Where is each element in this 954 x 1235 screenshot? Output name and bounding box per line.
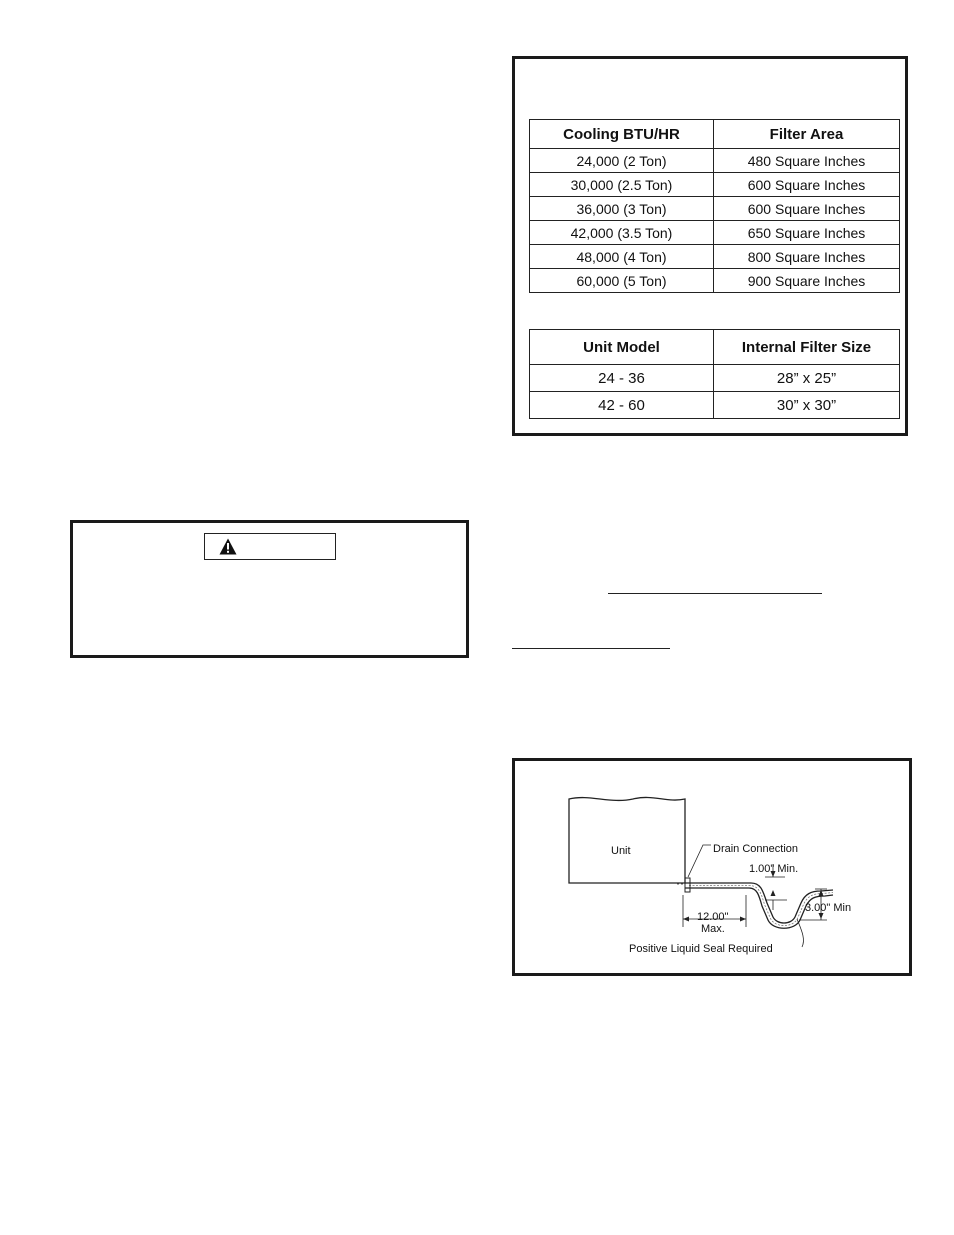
filter-table-panel bbox=[512, 56, 908, 436]
min-3-label: 3.00" Min bbox=[805, 902, 852, 914]
table-cell: 600 Square Inches bbox=[714, 197, 900, 221]
table-row bbox=[530, 365, 900, 392]
table-cell: 30,000 (2.5 Ton) bbox=[530, 173, 714, 197]
unit-label: Unit bbox=[611, 845, 631, 857]
table-cell: 800 Square Inches bbox=[714, 245, 900, 269]
drain-trap-diagram bbox=[512, 758, 912, 976]
min-1-label: 1.00" Min. bbox=[749, 863, 799, 875]
column-header: Internal Filter Size bbox=[714, 330, 900, 365]
table-cell: 60,000 (5 Ton) bbox=[530, 269, 714, 293]
table-row bbox=[530, 269, 900, 293]
warning-label bbox=[204, 533, 336, 560]
table-row bbox=[530, 173, 900, 197]
seal-label: Positive Liquid Seal Required bbox=[629, 943, 773, 955]
table-cell: 36,000 (3 Ton) bbox=[530, 197, 714, 221]
table-header-row bbox=[530, 120, 900, 149]
max-12-label: 12.00" bbox=[697, 911, 729, 923]
column-header: Filter Area bbox=[714, 120, 900, 149]
table-cell: 600 Square Inches bbox=[714, 173, 900, 197]
table-cell: 42 - 60 bbox=[530, 392, 714, 419]
table-row bbox=[530, 245, 900, 269]
filter-area-table bbox=[529, 119, 900, 293]
table-cell: 480 Square Inches bbox=[714, 149, 900, 173]
table-cell: 28” x 25” bbox=[714, 365, 900, 392]
internal-filter-size-table bbox=[529, 329, 900, 419]
table-cell: 24,000 (2 Ton) bbox=[530, 149, 714, 173]
table-cell: 48,000 (4 Ton) bbox=[530, 245, 714, 269]
warning-box bbox=[70, 520, 469, 658]
table-row bbox=[530, 149, 900, 173]
underline-rule bbox=[512, 648, 670, 649]
table-row bbox=[530, 197, 900, 221]
table-cell: 42,000 (3.5 Ton) bbox=[530, 221, 714, 245]
underline-rule bbox=[608, 593, 822, 594]
table-row bbox=[530, 392, 900, 419]
drain-trap-drawing bbox=[515, 761, 909, 973]
table-row bbox=[530, 221, 900, 245]
column-header: Unit Model bbox=[530, 330, 714, 365]
table-cell: 24 - 36 bbox=[530, 365, 714, 392]
drain-connection-label: Drain Connection bbox=[713, 843, 798, 855]
table-cell: 650 Square Inches bbox=[714, 221, 900, 245]
warning-triangle-icon bbox=[219, 538, 237, 555]
max-12-sub-label: Max. bbox=[701, 923, 725, 935]
table-cell: 30” x 30” bbox=[714, 392, 900, 419]
column-header: Cooling BTU/HR bbox=[530, 120, 714, 149]
table-header-row bbox=[530, 330, 900, 365]
table-cell: 900 Square Inches bbox=[714, 269, 900, 293]
